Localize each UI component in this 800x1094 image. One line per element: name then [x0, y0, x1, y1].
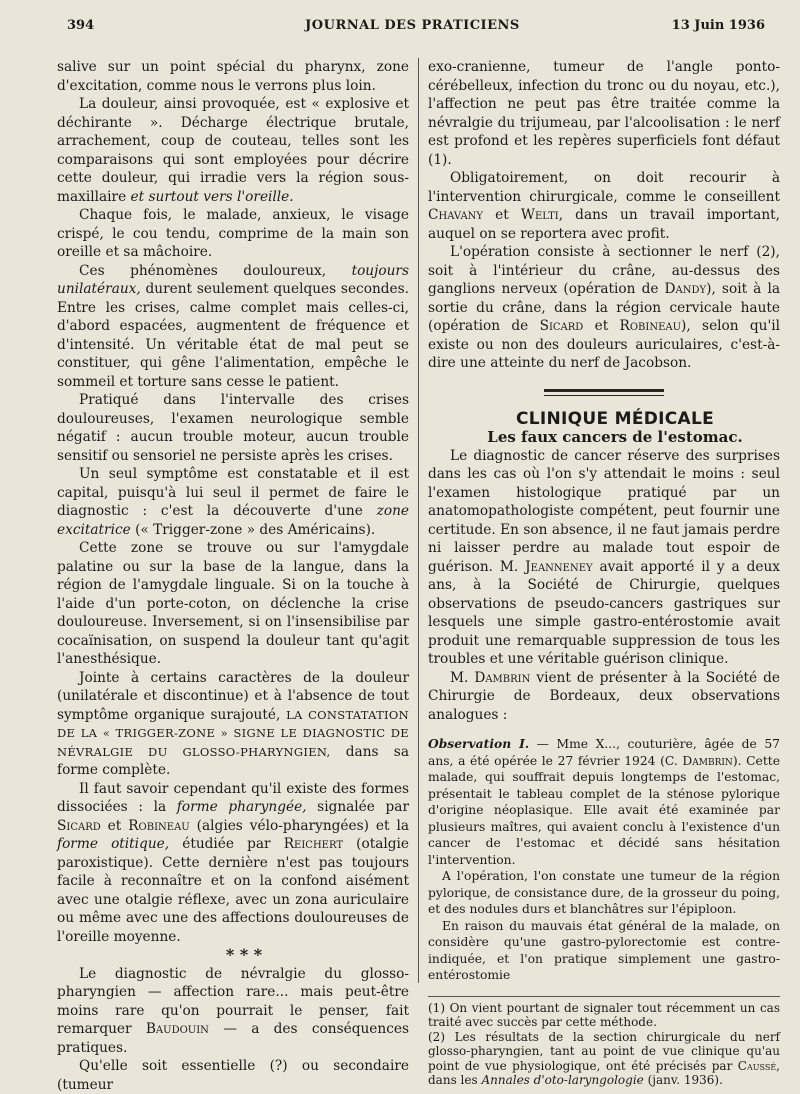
rule-thin — [544, 395, 664, 396]
paragraph: M. Dambrin vient de présenter à la Société de Chirurgie de Bordeaux, deux observations analogues : — [428, 669, 780, 723]
paragraph: Jointe à certains caractères de la douleur (unilatérale et discontinue) et à l'absence de tout symptôme organique surajouté, LA CONSTATATION DE LA « TRIGGER-ZONE » SIGNE LE DIAGNOSTIC DE NÉVRALGIE DU GLOSSO-PHARYNGIEN, dans sa forme complète. — [57, 669, 409, 778]
observation-paragraph: A l'opération, l'on constate une tumeur de la région pylorique, de consistance dure, de la grosseur du poing, et des nodules durs et blanchâtres sur l'épiploon. — [428, 869, 780, 916]
journal-title: JOURNAL DES PRATICIENS — [305, 18, 520, 33]
paragraph: Pratiqué dans l'intervalle des crises douloureuses, l'examen neurologique semble négatif : aucun trouble moteur, aucun trouble sensitif ou sensoriel ne persiste après les crises. — [57, 392, 409, 464]
paragraph: Un seul symptôme est constatable et il est capital, puisqu'à lui seul il permet de faire le diagnostic : c'est la découverte d'une zone excitatrice (« Trigger-zone » des Américains). — [57, 466, 409, 538]
footnote: (1) On vient pourtant de signaler tout récemment un cas traité avec succès par cette méthode. — [428, 1000, 780, 1029]
paragraph: Le diagnostic de névralgie du glosso-pharyngien — affection rare... mais peut-être moins rare qu'on pourrait le penser, fait remarquer Baudouin — a des conséquences pratiques. — [57, 965, 409, 1056]
footnote-rule — [428, 996, 780, 997]
right-column — [428, 58, 780, 1088]
left-column — [57, 58, 409, 1094]
section-title: CLINIQUE MÉDICALE — [515, 408, 715, 429]
paragraph: Qu'elle soit essentielle (?) ou secondaire (tumeur — [57, 1058, 409, 1093]
section-separator-stars: * * * — [225, 945, 263, 964]
paragraph: Obligatoirement, on doit recourir à l'intervention chirurgicale, comme le conseillent Chavany et Welti, dans un travail important, auquel on se reportera avec profit. — [428, 170, 780, 242]
footnote: (2) Les résultats de la section chirurgicale du nerf glosso-pharyngien, tant au point de vue clinique qu'au point de vue physiologique, ont été précisés par Caussé, dans les Annales d'oto-laryngologie (janv. 1936). — [428, 1029, 780, 1087]
paragraph: L'opération consiste à sectionner le nerf (2), soit à l'intérieur du crâne, au-dessus des ganglions nerveux (opération de Dandy), soit à la sortie du crâne, dans la région cervicale haute (opération de Sicard et Robineau), selon qu'il existe ou non des douleurs auriculaires, c'est-à-dire une atteinte du nerf de Jacobson. — [428, 244, 780, 371]
paragraph: Il faut savoir cependant qu'il existe des formes dissociées : la forme pharyngée, signalée par Sicard et Robineau (algies vélo-pharyngées) et la forme otitique, étudiée par Reichert (otalgie paroxistique). Cette dernière n'est pas toujours facile à reconnaître et on la confond aisément avec une otalgie réflexe, avec un zona auriculaire ou même avec une des affections douloureuses de l'oreille moyenne. — [57, 780, 409, 945]
paragraph: Ces phénomènes douloureux, toujours unilatéraux, durent seulement quelques secondes. Entre les crises, calme complet mais celles-ci, d'abord espacées, augmentent de fréquence et d'intensité. Un véritable état de mal peut se constituer, qui gêne l'alimentation, empêche le sommeil et torture sans cesse le patient. — [57, 262, 409, 390]
observation-paragraph: En raison du mauvais état général de la malade, on considère qu'une gastro-pylorectomie est contre-indiquée, et l'on pratique simplement une gastro-entérostomie — [428, 918, 780, 982]
section-rule — [428, 389, 780, 396]
paragraph: Chaque fois, le malade, anxieux, le visage crispé, le cou tendu, comprime de la main son oreille et sa mâchoire. — [57, 207, 409, 260]
paragraph: exo-cranienne, tumeur de l'angle ponto-cérébelleux, infection du tronc ou du noyau, etc.), l'affection ne peut pas être traitée comme la névralgie du trijumeau, par l'alcoolisation : le nerf est profond et les repères superficiels font défaut (1). — [428, 59, 780, 168]
column-divider — [418, 58, 419, 983]
paragraph: La douleur, ainsi provoquée, est « explosive et déchirante ». Décharge électrique brutale, arrachement, coup de couteau, telles sont les comparaisons qui sont employées pour décrire cette douleur, qui irradie vers la région sous-maxillaire et surtout vers l'oreille. — [57, 96, 409, 205]
paragraph: Le diagnostic de cancer réserve des surprises dans les cas où l'on s'y attendait le moins : seul l'examen histologique pratiqué par un anatomopathologiste compétent, peut fournir une certitude. En son absence, il ne faut jamais perdre ni laisser perdre au malade tout espoir de guérison. M. Jeanneney avait apporté il y a deux ans, à la Société de Chirurgie, quelques observations de pseudo-cancers gastriques sur lesquels une simple gastro-entérostomie avait produit une remarquable suppression de tous les troubles et une véritable guérison clinique. — [428, 447, 780, 667]
observation-block — [428, 736, 780, 984]
observation-label: Observation I. — [428, 736, 530, 751]
page-header — [55, 18, 770, 40]
rule-thick — [544, 389, 664, 392]
footnotes — [428, 1001, 780, 1088]
paragraph: salive sur un point spécial du pharynx, zone d'excitation, comme nous le verrons plus loin. — [57, 59, 409, 94]
paragraph: Cette zone se trouve ou sur l'amygdale palatine ou sur la base de la langue, dans la région de l'amygdale linguale. Si on la touche à l'aide d'un porte-coton, on déclenche la crise douloureuse. Inversement, si on l'insensibilise par cocaïnisation, on suspend la douleur tant qu'agit l'anesthésique. — [57, 540, 409, 667]
page-number: 394 — [67, 18, 95, 33]
observation-paragraph: Observation I. — Mme X..., couturière, âgée de 57 ans, a été opérée le 27 février 1924 (C. Dambrin). Cette malade, qui souffrait depuis longtemps de l'estomac, présentait le tableau complet de la sténose pylorique d'origine néoplasique. Elle avait été examinée par plusieurs maîtres, qui avaient conclu à l'existence d'un cancer de l'estomac et décidé sans hésitation l'intervention. — [428, 736, 780, 867]
issue-date: 13 Juin 1936 — [671, 18, 765, 33]
article-title: Les faux cancers de l'estomac. — [487, 428, 743, 446]
